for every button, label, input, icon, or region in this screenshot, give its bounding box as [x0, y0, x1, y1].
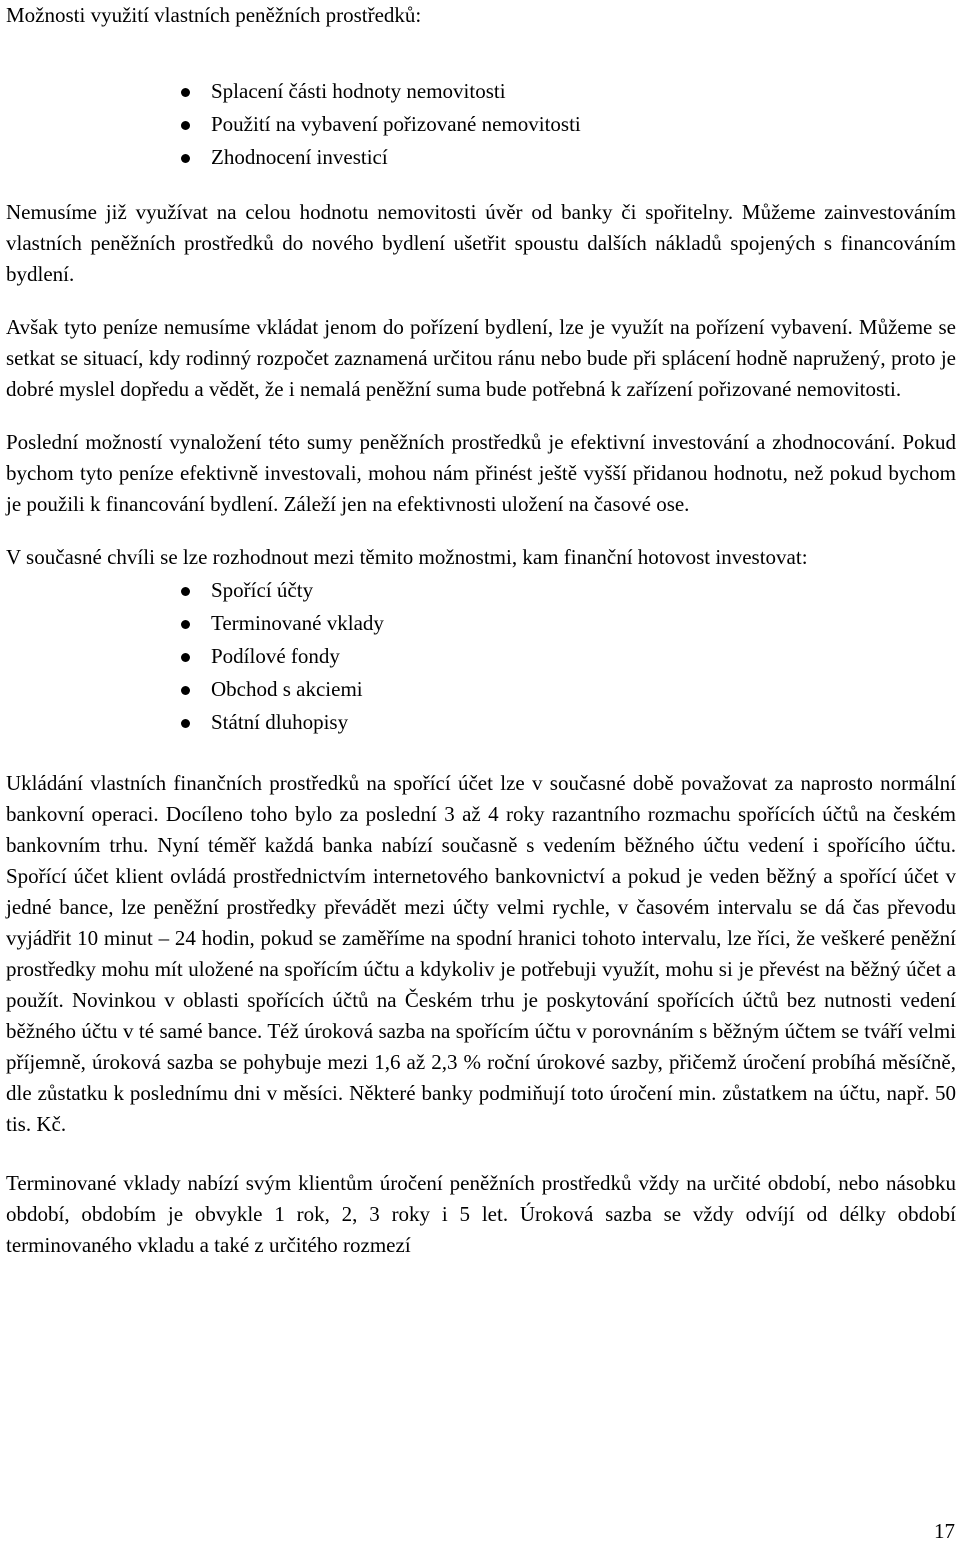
investment-options-list — [6, 574, 956, 739]
paragraph: Poslední možností vynaložení této sumy peněžních prostředků je efektivní investování a zhodnocování. Pokud bychom tyto peníze efektivně investovali, mohou nám přinést ještě vyšší přidanou hodnotu, než pokud bychom je použili k financování bydlení. Záleží jen na efektivnosti uložení na časové ose. — [6, 430, 956, 516]
list-item: Terminované vklady — [6, 607, 956, 640]
paragraph: Terminované vklady nabízí svým klientům úročení peněžních prostředků vždy na určité období, nebo násobku období, obdobím je obvykle 1 rok, 2, 3 roky i 5 let. Úroková sazba se vždy odvíjí od délky období terminovaného vkladu a také z určitého rozmezí — [6, 1171, 956, 1257]
bullet-icon — [181, 587, 190, 596]
paragraph: V současné chvíli se lze rozhodnout mezi těmito možnostmi, kam finanční hotovost investovat: — [6, 545, 808, 569]
bullet-icon — [181, 88, 190, 97]
usage-options-list — [6, 75, 956, 174]
page-number: 17 — [934, 1519, 955, 1543]
section-heading: Možnosti využití vlastních peněžních prostředků: — [6, 3, 422, 27]
list-item: Spořící účty — [6, 574, 956, 607]
bullet-icon — [181, 686, 190, 695]
document-page — [6, 0, 956, 1261]
list-item: Použití na vybavení pořizované nemovitosti — [6, 108, 956, 141]
bullet-icon — [181, 154, 190, 163]
list-item: Obchod s akciemi — [6, 673, 956, 706]
list-item: Splacení části hodnoty nemovitosti — [6, 75, 956, 108]
paragraph: Ukládání vlastních finančních prostředků na spořící účet lze v současné době považovat za naprosto normální bankovní operaci. Docíleno toho bylo za poslední 3 až 4 roky razantního rozmachu spořících účtů na českém bankovním trhu. Nyní téměř každá banka nabízí současně s vedením běžného účtu vedení i spořícího účtu. Spořící účet klient ovládá prostřednictvím internetového bankovnictví a pokud je veden běžný a spořící účet v jedné bance, lze peněžní prostředky převádět mezi účty velmi rychle, v časovém intervalu se dá čas převodu vyjádřit 10 minut – 24 hodin, pokud se zaměříme na spodní hranici tohoto intervalu, lze říci, že veškeré peněžní prostředky mohu mít uložené na spořícím účtu a kdykoliv je potřebuji využít, mohu si je převést na běžný účet a použít. Novinkou v oblasti spořících účtů na Českém trhu je poskytování spořících účtů bez nutnosti vedení běžného účtu v té samé bance. Též úroková sazba na spořícím účtu v porovnáním s běžným účtem se tváří velmi příjemně, úroková sazba se pohybuje mezi 1,6 až 2,3 % roční úrokové sazby, přičemž úročení probíhá měsíčně, dle zůstatku k poslednímu dni v měsíci. Některé banky podmiňují toto úročení min. zůstatkem na účtu, např. 50 tis. Kč. — [6, 771, 956, 1136]
bullet-icon — [181, 719, 190, 728]
bullet-icon — [181, 620, 190, 629]
bullet-icon — [181, 121, 190, 130]
bullet-icon — [181, 653, 190, 662]
list-item: Státní dluhopisy — [6, 706, 956, 739]
list-item: Podílové fondy — [6, 640, 956, 673]
paragraph: Nemusíme již využívat na celou hodnotu nemovitosti úvěr od banky či spořitelny. Můžeme zainvestováním vlastních peněžních prostředků do nového bydlení ušetřit spoustu dalších nákladů spojených s financováním bydlení. — [6, 200, 956, 286]
paragraph: Avšak tyto peníze nemusíme vkládat jenom do pořízení bydlení, lze je využít na pořízení vybavení. Můžeme se setkat se situací, kdy rodinný rozpočet zaznamená určitou ránu nebo bude při splácení hodně napružený, proto je dobré myslel dopředu a vědět, že i nemalá peněžní suma bude potřebná k zařízení pořizované nemovitosti. — [6, 315, 956, 401]
list-item: Zhodnocení investicí — [6, 141, 956, 174]
